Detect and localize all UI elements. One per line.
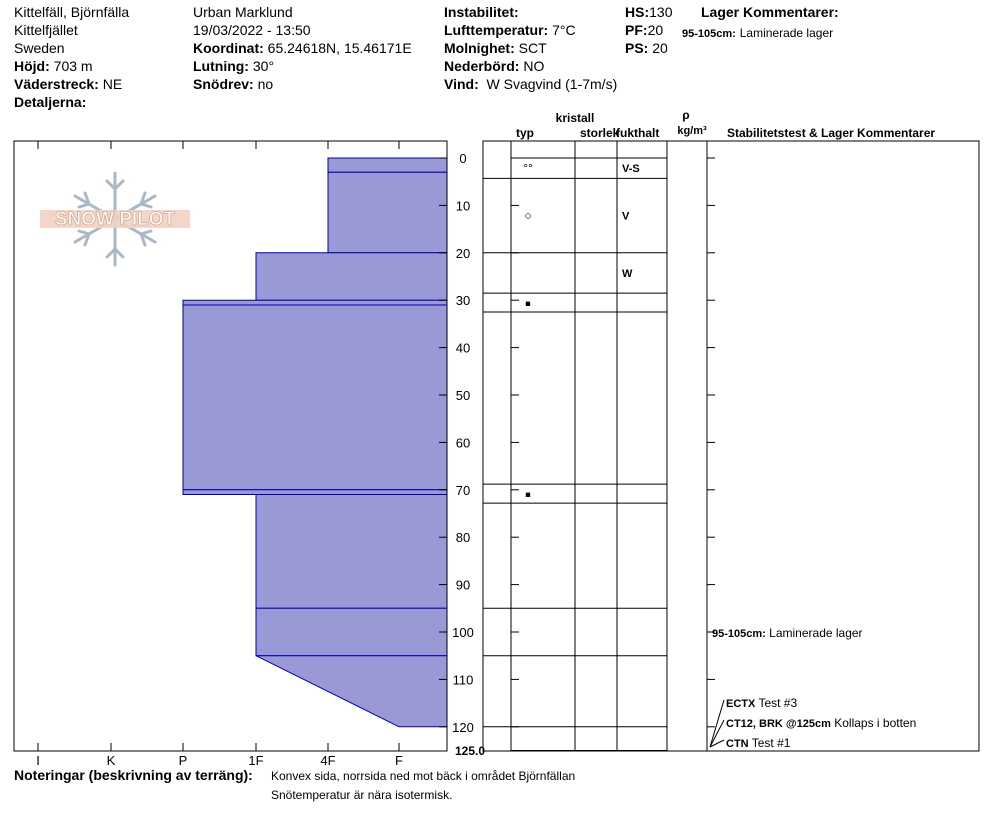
stability-test-code: ECTX [726, 698, 756, 710]
instability-label: Instabilitet: [444, 4, 519, 20]
hardness-tick-label: K [106, 753, 116, 768]
depth-tick-label: 20 [455, 245, 471, 261]
depth-max-label: 125.0 [454, 744, 486, 758]
sky-cover: Molnighet: SCT [444, 40, 547, 56]
stability-test-code: CT12, BRK @125cm [726, 718, 831, 730]
hardness-layer-3 [183, 300, 447, 305]
grain-type-symbol: °° [523, 161, 533, 176]
hardness-layer-7 [256, 608, 447, 655]
elevation: Höjd: 703 m [14, 58, 93, 74]
datetime: 19/03/2022 - 13:50 [193, 22, 311, 38]
hardness-layer-0 [328, 158, 447, 172]
stability-test-comment: Test #1 [748, 736, 791, 750]
header-layer-comment: 95-105cm: Laminerade lager [682, 26, 834, 40]
header-stability: Stabilitetstest & Lager Kommentarer [727, 126, 936, 140]
hardness-tick-label: P [178, 753, 188, 768]
stability-test [726, 696, 797, 710]
grain-type-symbol: ■ [525, 489, 531, 500]
hardness-layer-2 [256, 253, 447, 300]
layer-comment-range: 95-105cm: [712, 628, 766, 640]
slope: Lutning: 30° [193, 58, 275, 74]
depth-tick-label: 60 [455, 435, 471, 451]
depth-tick-label: 90 [455, 577, 471, 593]
header-size: storlek [580, 126, 620, 140]
area: Kittelfjället [14, 22, 78, 38]
hardness-layer-1 [328, 172, 447, 253]
hardness-layer-5 [183, 490, 447, 495]
moisture-label: V-S [622, 163, 640, 176]
aspect: Väderstreck: NE [14, 76, 123, 92]
ps-value: PS: 20 [625, 40, 668, 56]
hardness-tick-label: I [36, 753, 40, 768]
pf-value: PF:20 [625, 22, 664, 38]
hardness-tick-label: 4F [320, 753, 336, 768]
grain-type-symbol: ■ [525, 298, 531, 309]
layer-table-frame [483, 141, 979, 751]
notes-line-2: Snötemperatur är nära isotermisk. [271, 788, 453, 802]
layer-comments-title: Lager Kommentarer: [701, 4, 839, 20]
layer-comment-text: Laminerade lager [765, 626, 863, 640]
hardness-layer-8 [256, 656, 447, 727]
country: Sweden [14, 40, 65, 56]
depth-tick-label: 0 [459, 151, 467, 166]
stability-test [726, 716, 916, 730]
coordinates: Koordinat: 65.24618N, 15.46171E [193, 40, 412, 56]
moisture-label: V [622, 210, 630, 223]
location: Kittelfäll, Björnfälla [14, 4, 130, 20]
logo-text: SNOW PILOT [54, 209, 176, 230]
hardness-layer-6 [256, 495, 447, 609]
wind: Vind: W Svagvind (1-7m/s) [444, 76, 618, 92]
notes-label: Noteringar (beskrivning av terräng): [14, 767, 253, 783]
moisture-label: W [622, 267, 633, 280]
stability-test-comment: Test #3 [755, 696, 798, 710]
snow-drift: Snödrev: no [193, 76, 274, 92]
header-type: typ [516, 126, 534, 140]
notes-line-1: Konvex sida, norrsida ned mot bäck i området Björnfällan [271, 769, 576, 783]
layer-comment [712, 626, 863, 640]
depth-tick-label: 10 [455, 198, 471, 214]
observer: Urban Marklund [193, 4, 293, 20]
grain-type-symbol: ○ [524, 208, 532, 223]
hardness-layer-4 [183, 305, 447, 490]
depth-tick-label: 70 [455, 482, 471, 498]
header-density-unit: kg/m³ [677, 125, 707, 137]
stability-test-comment: Kollaps i botten [830, 716, 917, 730]
depth-tick-label: 40 [455, 340, 471, 356]
stability-test-code: CTN [726, 738, 749, 750]
depth-tick-label: 50 [455, 388, 471, 403]
depth-tick-label: 100 [452, 625, 474, 640]
air-temperature: Lufttemperatur: 7°C [444, 22, 576, 38]
stability-test [726, 736, 791, 750]
hardness-tick-label: F [395, 753, 403, 768]
snow-height: HS:130 [625, 4, 673, 20]
hardness-tick-label: 1F [248, 753, 264, 768]
header-crystal: kristall [555, 111, 595, 125]
depth-tick-label: 80 [455, 530, 471, 546]
depth-tick-label: 110 [452, 672, 474, 688]
header-rho: ρ [682, 108, 690, 122]
precipitation: Nederbörd: NO [444, 58, 545, 74]
depth-tick-label: 30 [455, 293, 471, 309]
snow-pilot-logo [40, 173, 190, 265]
depth-tick-label: 120 [452, 719, 474, 735]
details-label: Detaljerna: [14, 94, 87, 110]
header-moisture: fukthalt [616, 126, 660, 140]
